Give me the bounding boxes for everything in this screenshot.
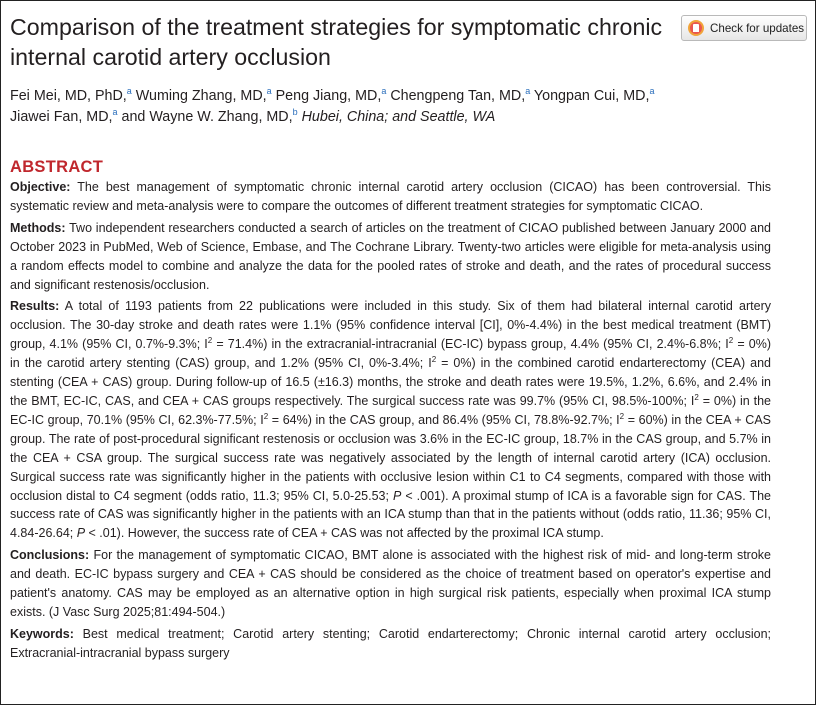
abstract-methods — [10, 219, 771, 295]
abstract-objective — [10, 178, 771, 216]
author[interactable]: Chengpeng Tan, MD,$^a$ — [390, 86, 531, 104]
author-list — [10, 86, 800, 128]
author[interactable]: Fei Mei, MD, PhD,$^a$ — [10, 86, 132, 104]
author[interactable]: Yongpan Cui, MD,$^a$ — [533, 86, 655, 104]
section-text: The best management of symptomatic chronic internal carotid artery occlusion (CICAO) has been controversial. This systematic review and meta-analysis were to compare the outcomes of different treatment strategies for symptomatic CICAO. — [10, 180, 771, 213]
author[interactable]: Jiawei Fan, MD,$^a$ — [10, 107, 118, 125]
section-label: Conclusions: — [10, 548, 90, 563]
check-for-updates-button[interactable] — [681, 15, 807, 41]
author[interactable]: Wuming Zhang, MD,$^a$ — [135, 86, 272, 104]
section-label: Results: — [10, 299, 60, 314]
section-text: For the management of symptomatic CICAO, BMT alone is associated with the highest risk of mid- and long-term stroke and death. EC-IC bypass surgery and CEA + CAS should be considered as the choice of treatment based on operator's expertise and patient's anatomy. CAS may be employed as an alternative option in high surgical risk patients, especially when proximal ICA stump exists. (J Vasc Surg 2025;81:494-504.) — [10, 548, 771, 619]
abstract-results — [10, 297, 771, 543]
affiliation-marker[interactable]: a — [525, 86, 531, 97]
abstract-conclusions — [10, 546, 771, 622]
section-label: Methods: — [10, 220, 66, 235]
author-locations: Hubei, China; and Seattle, WA — [301, 109, 496, 125]
abstract-body — [10, 178, 771, 666]
check-for-updates-label: Check for updates — [710, 21, 805, 35]
section-label: Objective: — [10, 180, 71, 194]
abstract-heading: ABSTRACT — [10, 158, 104, 176]
author[interactable]: Peng Jiang, MD,$^a$ — [275, 86, 387, 104]
affiliation-marker[interactable]: a — [126, 86, 132, 97]
article-title: Comparison of the treatment strategies for symptomatic chronic internal carotid artery occlusion — [10, 14, 663, 70]
abstract-keywords — [10, 625, 771, 663]
affiliation-marker[interactable]: b — [292, 107, 298, 118]
affiliation-marker[interactable]: a — [112, 107, 118, 118]
crossmark-icon — [688, 20, 704, 36]
section-text: Two independent researchers conducted a search of articles on the treatment of CICAO published between January 2000 and October 2023 in PubMed, Web of Science, Embase, and The Cochrane Library. Twenty-two articles were eligible for meta-analysis using a random effects model to combine and analyze the data for the pooled rates of stroke and death, and the rates of procedural success and significant restenosis/occlusion. — [10, 220, 771, 292]
section-label: Keywords: — [10, 626, 74, 641]
affiliation-marker[interactable]: a — [266, 86, 272, 97]
affiliation-marker[interactable]: a — [649, 86, 655, 97]
author[interactable]: and Wayne W. Zhang, MD,$^b$ — [121, 107, 298, 125]
section-text: Best medical treatment; Carotid artery stenting; Carotid endarterectomy; Chronic internal carotid artery occlusion; Extracranial-intracranial bypass surgery — [10, 626, 771, 660]
affiliation-marker[interactable]: a — [381, 86, 387, 97]
section-text: A total of 1193 patients from 22 publications were included in this study. Six of them had bilateral internal carotid artery occlusion. The 30-day stroke and death rates were 1.1% (95% confidence interval [CI], 0%-4.4%) in the best medical treatment (BMT) group, 4.1% (95% CI, 0.7%-9.3%; $I^2 = 71.4\%$) in the extracranial-intracranial (EC-IC) bypass group, 4.4% (95% CI, 2.4%-6.8%; $I^2 = 0\%$) in the carotid artery stenting (CAS) group, and 1.2% (95% CI, 0%-3.4%; $I^2 = 0\%$) in the combined carotid endarterectomy (CEA) and stenting (CEA + CAS) group. During follow-up of 16.5 (±16.3) months, the stroke and death rates were 19.5%, 1.2%, 6.6%, and 2.4% in the BMT, EC-IC, CAS, and CEA + CAS groups respectively. The surgical success rate was 99.7% (95% CI, 98.5%-100%; $I^2 = 0\%$) in the EC-IC group, 70.1% (95% CI, 62.3%-77.5%; $I^2 = 64\%$) in the CAS group, and 86.4% (95% CI, 78.8%-92.7%; $I^2 = 60\%$) in the CEA + CAS group. The rate of post-procedural significant restenosis or occlusion was 3.6% in the EC-IC group, 18.7% in the CAS group, and 5.7% in the CEA + CSA group. The surgical success rate was negatively associated by the length of internal carotid artery (ICA) occlusion. Surgical success rate was significantly higher in the patients with occlusive lesion within C1 to C4 segments, compared with those with occlusion distal to C4 segment (odds ratio, 11.3; 95% CI, 5.0-25.53; P < .001). A proximal stump of ICA is a favorable sign for CAS. The success rate of CAS was significantly higher in the patients with an ICA stump than that in the patients without (odds ratio, 11.36; 95% CI, 4.84-26.64; P < .01). However, the success rate of CEA + CAS was not affected by the proximal ICA stump. — [10, 299, 771, 541]
